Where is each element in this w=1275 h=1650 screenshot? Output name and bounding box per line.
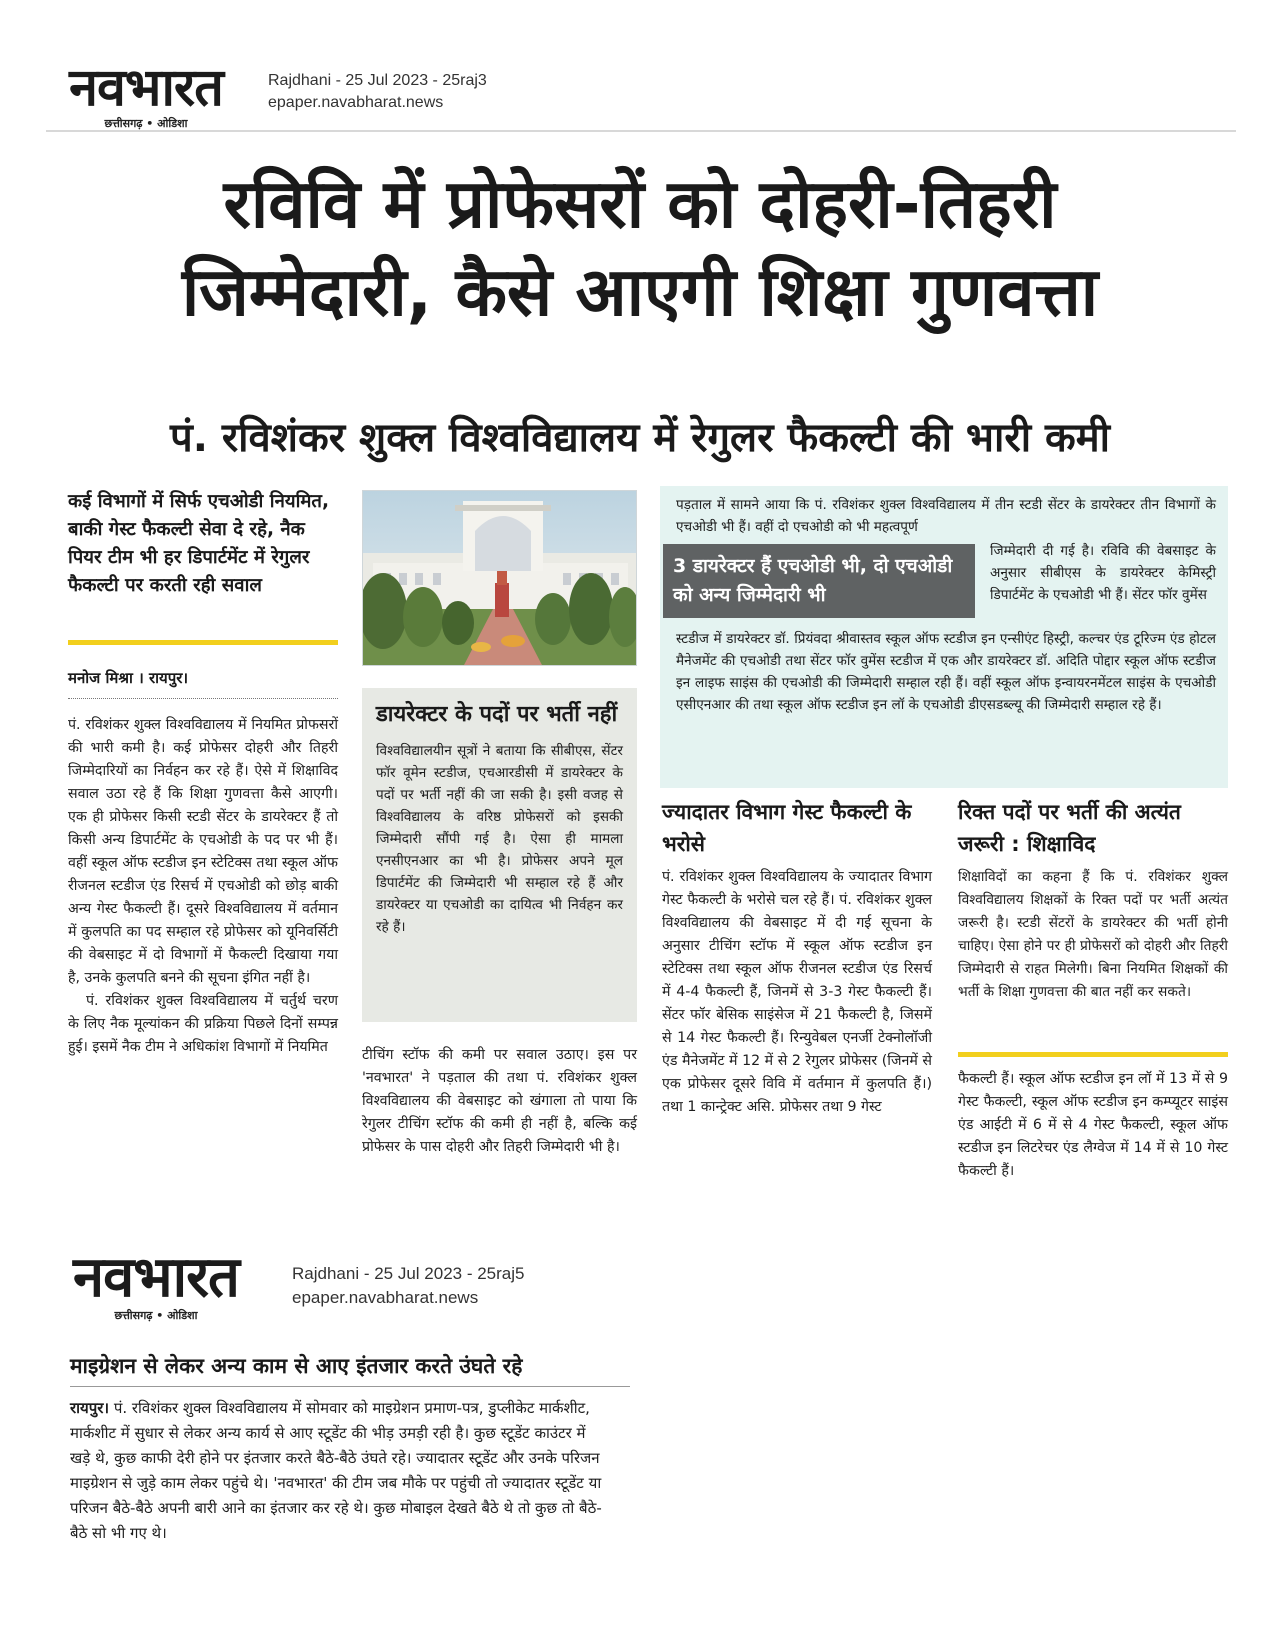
article-2-text: पं. रविशंकर शुक्ल विश्वविद्यालय में सोमवार को माइग्रेशन प्रमाण-पत्र, डुप्लीकेट मार्कशीट, मार्कशीट में सुधार से लेकर अन्य कार्य से आए स्टूडेंट की भीड़ उमड़ी रही है। कुछ स्टूडेंट काउंटर में खड़े थे, कुछ काफी देरी होने पर इंतजार करते बैठे-बैठे उंघते रहे। ज्यादातर स्टूडेंट और उनके परिजन माइग्रेशन से जुड़े काम लेकर पहुंचे थे। 'नवभारत' की टीम जब मौके पर पहुंची तो ज्यादातर स्टूडेंट या परिजन बैठे-बैठे अपनी बारी आने का इंतजार कर रहे थे। कुछ मोबाइल देखते बैठे थे तो कुछ तो बैठे-बैठे सो भी गए थे। — [70, 1399, 602, 1542]
article-deck: कई विभागों में सिर्फ एचओडी नियमित, बाकी गेस्ट फैकल्टी सेवा दे रहे, नैक पियर टीम भी हर डिपार्टमेंट में रेगुलर फैकल्टी पर करती रही सवाल — [68, 491, 330, 596]
section-recruitment-title: रिक्त पदों पर भर्ती की अत्यंत जरूरी : शिक्षाविद — [958, 800, 1181, 856]
teal-text-top: पड़ताल में सामने आया कि पं. रविशंकर शुक्ल विश्वविद्यालय में तीन स्टडी सेंटर के डायरेक्टर तीन विभागों के एचओडी भी हैं। वहीं दो एचओडी को भी महत्वपूर्ण — [676, 497, 1216, 535]
director-box-title: डायरेक्टर के पदों पर भर्ती नहीं — [376, 702, 618, 727]
campus-building-image — [363, 491, 637, 666]
section-guest-faculty-text: पं. रविशंकर शुक्ल विश्वविद्यालय के ज्यादातर विभाग गेस्ट फैकल्टी के भरोसे चल रहे हैं। पं. रविशंकर शुक्ल विश्वविद्यालय की वेबसाइट में दी गई सूचना के अनुसार टीचिंग स्टॉफ में स्कूल ऑफ स्टडीज इन स्टेटिक्स तथा स्कूल ऑफ रीजनल स्टडीज एंड रिसर्च में 4-4 फैकल्टी हैं, जिनमें से 3-3 गेस्ट फैकल्टी हैं। सेंटर फॉर बेसिक साइंसेज में 21 फैकल्टी है, जिसमें से 14 गेस्ट फैकल्टी हैं। रिन्युवेबल एनर्जी टेक्नोलॉजी एंड मैनेजमेंट में 12 में से 2 रेगुलर प्रोफेसर (जिनमें से एक प्रोफेसर दूसरे विवि में वर्तमान में कुलपति हैं।) तथा 1 कान्ट्रेक्ट असि. प्रोफेसर तथा 9 गेस्ट — [662, 869, 932, 1115]
byline-divider — [68, 698, 338, 699]
masthead-bottom — [46, 1245, 266, 1322]
article-2-body — [70, 1396, 610, 1546]
byline — [68, 668, 338, 688]
headline-line-1: रविवि में प्रोफेसरों को दोहरी-तिहरी — [223, 165, 1057, 243]
column-1-paragraph-1: पं. रविशंकर शुक्ल विश्वविद्यालय में नियमित प्रोफसरों की भारी कमी है। कई प्रोफेसर दोहरी और तिहरी जिम्मेदारियों का निर्वहन कर रहे हैं। ऐसे में शिक्षाविद सवाल उठा रहे हैं कि शिक्षा गुणवत्ता कैसे आएगी। एक ही प्रोफेसर किसी स्टडी सेंटर के डायरेक्टर हैं तो किसी अन्य डिपार्टमेंट के एचओडी के पद पर भी हैं। वहीं स्कूल ऑफ स्टडीज इन स्टेटिक्स तथा स्कूल ऑफ रीजनल स्टडीज एंड रिसर्च में एचओडी को छोड़ बाकी अन्य गेस्ट फैकल्टी हैं। दूसरे विश्वविद्यालय में वर्तमान में कुलपति का पद सम्हाल रहे प्रोफेसर को यूनिवर्सिटी की वेबसाइट में दो विभागों में फैकल्टी दिखाया गया है, उनके कुलपति बनने की सूचना इंगित नहीं है। — [68, 717, 338, 986]
section-recruitment-text: शिक्षाविदों का कहना हैं कि पं. रविशंकर शुक्ल विश्वविद्यालय शिक्षकों के रिक्त पदों पर भर्ती अत्यंत जरूरी है। स्टडी सेंटरों के डायरेक्टर की भर्ती होनी चाहिए। ऐसा होने पर ही प्रोफेसरों को दोहरी और तिहरी जिम्मेदारी से राहत मिलेगी। बिना नियमित शिक्षकों की भर्ती के शिक्षा गुणवत्ता की बात नहीं कर सकते। — [958, 869, 1228, 1000]
newspaper-logo-bottom: नवभारत — [73, 1245, 239, 1310]
masthead-top — [46, 58, 246, 130]
teal-text-bottom: स्टडीज में डायरेक्टर डॉ. प्रियंवदा श्रीवास्तव स्कूल ऑफ स्टडीज इन एन्सीएंट हिस्ट्री, कल्चर एंड टूरिज्म एंड होटल मैनेजमेंट की एचओडी तथा सेंटर फॉर वुमेंस स्टडीज में एक और डायरेक्टर डॉ. अदिति पोद्दार स्कूल ऑफ स्टडीज इन लाइफ साइंस की एचओडी की जिम्मेदारी सम्हाल रही हैं। वहीं स्कूल ऑफ इन्वायरनमेंटल साइंस के एचओडी एसीएनआर की तथा स्कूल ऑफ स्टडीज इन लॉ के एचओडी डीएसडब्ल्यू की जिम्मेदारी सम्हाल रहे हैं। — [676, 631, 1216, 713]
director-callout: 3 डायरेक्टर हैं एचओडी भी, दो एचओडी को अन्य जिम्मेदारी भी — [663, 544, 975, 618]
director-box — [362, 688, 637, 1022]
logo-subtitle: छत्तीसगढ़ • ओडिशा — [104, 117, 188, 130]
site-link-bottom[interactable]: epaper.navabharat.news — [292, 1288, 479, 1307]
edition-info — [268, 70, 668, 114]
site-link[interactable]: epaper.navabharat.news — [268, 94, 444, 111]
teal-box — [660, 486, 1228, 788]
article-2-dateline: रायपुर। — [70, 1399, 110, 1417]
article-2-divider — [70, 1386, 630, 1387]
director-box-text: विश्वविद्यालयीन सूत्रों ने बताया कि सीबीएस, सेंटर फॉर वूमेन स्टडीज, एचआरडीसी में डायरेक्टर के पदों पर भर्ती नहीं की जा सकी है। इसी वजह से विश्वविद्यालय के वरिष्ठ प्रोफेसरों को इसकी जिम्मेदारी सौंपी गई है। ऐसा ही मामला एनसीएनआर का भी है। प्रोफेसर अपने मूल डिपार्टमेंट की जिम्मेदारी भी सम्हाल रहे हैं और डायरेक्टर या एचओडी का दायित्व भी निर्वहन कर रहे हैं। — [376, 743, 623, 935]
teal-text-side: जिम्मेदारी दी गई है। रविवि की वेबसाइट के अनुसार सीबीएस के डायरेक्टर केमिस्ट्री डिपार्टमेंट के एचओडी भी हैं। सेंटर फॉर वुमेंस — [990, 543, 1216, 603]
column-2-text: टीचिंग स्टॉफ की कमी पर सवाल उठाए। इस पर 'नवभारत' ने पड़ताल की तथा पं. रविशंकर शुक्ल विश्वविद्यालय की वेबसाइट को खंगाला तो पाया कि रेगुलर टीचिंग स्टॉफ की कमी ही नहीं है, बल्कि कई प्रोफेसर के पास दोहरी और तिहरी जिम्मेदारी भी है। — [362, 1047, 637, 1155]
deck-rule — [68, 640, 338, 645]
column-1-paragraph-2: पं. रविशंकर शुक्ल विश्वविद्यालय में चर्तुर्थ चरण के लिए नैक मूल्यांकन की प्रक्रिया पिछले दिनों सम्पन्न हुई। इसमें नैक टीम ने अधिकांश विभागों में नियमित — [68, 993, 338, 1055]
newspaper-logo: नवभारत — [69, 58, 223, 118]
masthead-divider — [46, 130, 1236, 132]
campus-photo — [362, 490, 637, 666]
logo-subtitle-bottom: छत्तीसगढ़ • ओडिशा — [114, 1309, 198, 1322]
column-1-text — [68, 714, 338, 1059]
section-guest-faculty-title: ज्यादातर विभाग गेस्ट फैकल्टी के भरोसे — [662, 800, 912, 856]
headline-line-2: जिम्मेदारी, कैसे आएगी शिक्षा गुणवत्ता — [181, 252, 1099, 331]
article-2-headline: माइग्रेशन से लेकर अन्य काम से आए इंतजार करते उंघते रहे — [70, 1354, 523, 1378]
byline-text: मनोज मिश्रा । रायपुर। — [68, 669, 189, 687]
sub-headline: पं. रविशंकर शुक्ल विश्वविद्यालय में रेगुलर फैकल्टी की भारी कमी — [169, 415, 1110, 461]
section-recruitment-rule — [958, 1052, 1228, 1057]
edition-info-bottom — [292, 1262, 692, 1310]
edition-line-bottom: Rajdhani - 25 Jul 2023 - 25raj5 — [292, 1264, 525, 1283]
section-recruitment-continued: फैकल्टी हैं। स्कूल ऑफ स्टडीज इन लॉ में 13 में से 9 गेस्ट फैकल्टी, स्कूल ऑफ स्टडीज इन कम्प्यूटर साइंस एंड आईटी में 6 में से 4 गेस्ट फैकल्टी, स्कूल ऑफ स्टडीज इन लिटरेचर एंड लैग्वेज में 14 में से 10 गेस्ट फैकल्टी हैं। — [958, 1071, 1228, 1179]
edition-line: Rajdhani - 25 Jul 2023 - 25raj3 — [268, 72, 487, 89]
main-headline — [40, 165, 1240, 331]
